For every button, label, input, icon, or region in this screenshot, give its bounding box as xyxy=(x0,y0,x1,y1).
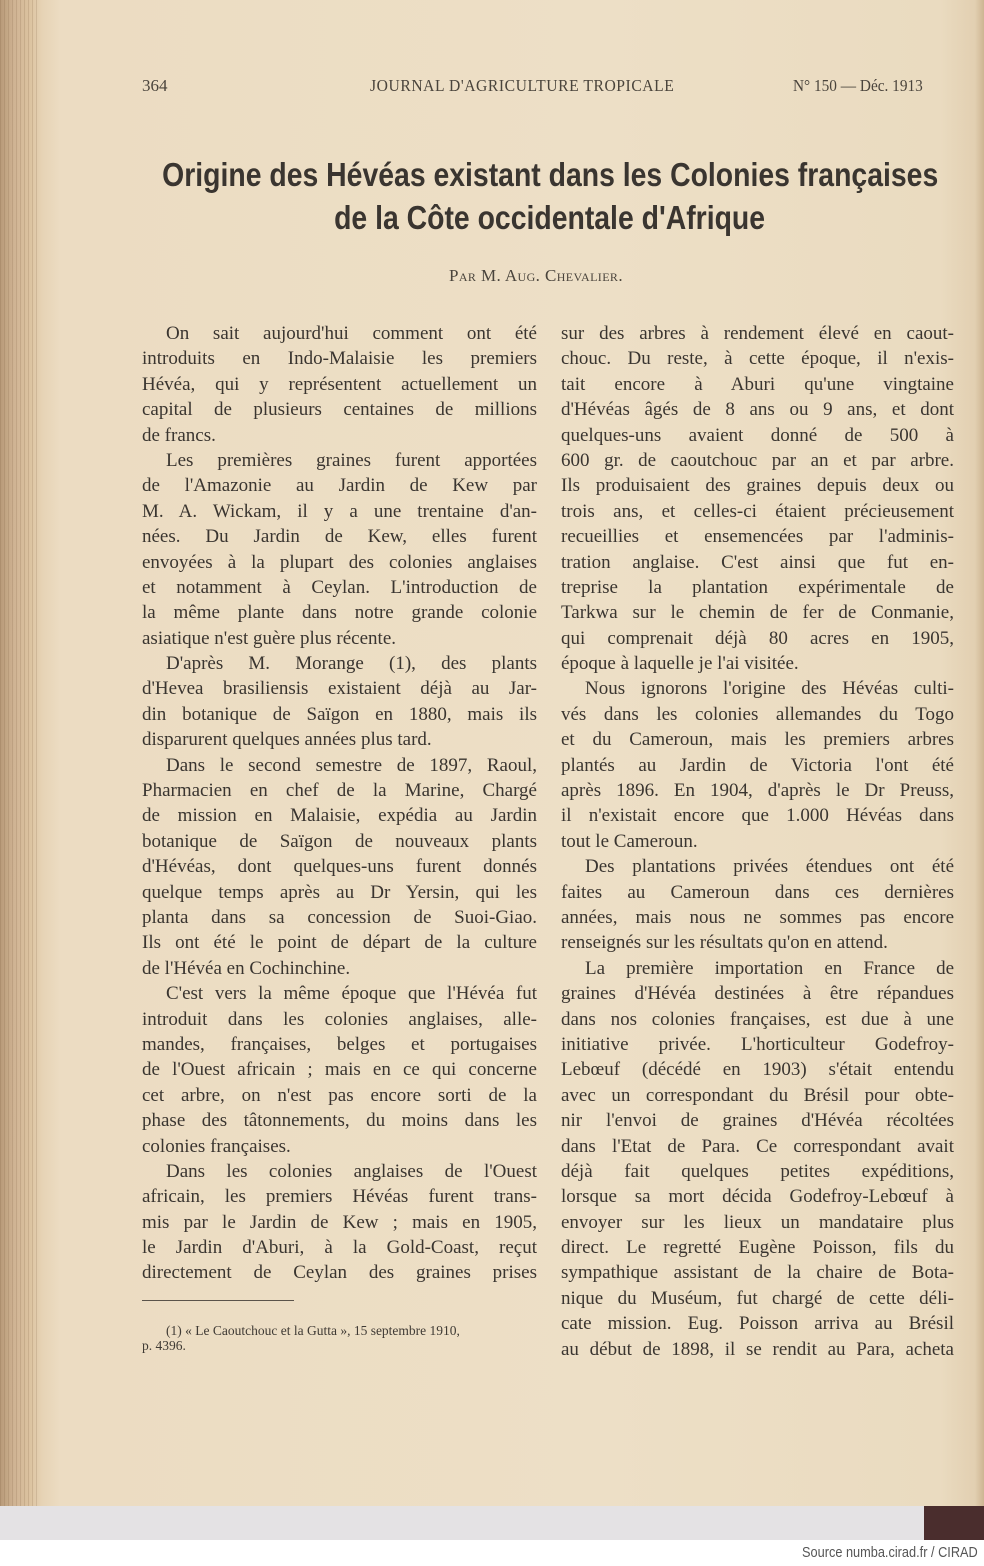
text-line: qui comprenait déjà 80 acres en 1905, xyxy=(561,627,954,649)
text-line: D'après M. Morange (1), des plants xyxy=(166,653,537,675)
text-line: la même plante dans notre grande colonie xyxy=(142,602,537,624)
text-line: recueillies et ensemencées par l'adminis- xyxy=(561,526,954,548)
text-line: d'Hévéas, dont quelques-uns furent donnés xyxy=(142,856,537,878)
text-line: din botanique de Saïgon en 1880, mais ils xyxy=(142,703,537,725)
text-line: C'est vers la même époque que l'Hévéa fut xyxy=(166,983,537,1005)
text-line: après 1896. En 1904, d'après le Dr Preuss, xyxy=(561,780,954,802)
text-line: direct. Le regretté Eugène Poisson, fils du xyxy=(561,1237,954,1259)
text-line: cet arbre, on n'est pas encore sorti de la xyxy=(142,1084,537,1106)
text-line: et notamment à Ceylan. L'introduction de xyxy=(142,576,537,598)
page-stack-edge xyxy=(0,0,40,1506)
footnote xyxy=(142,1323,537,1353)
text-line: d'Hévéas âgés de 8 ans ou 9 ans, et dont xyxy=(561,399,954,421)
book-binding xyxy=(924,1506,984,1540)
text-line: treprise la plantation expérimentale de xyxy=(561,576,954,598)
text-line: introduit dans les colonies anglaises, alle- xyxy=(142,1008,537,1030)
text-line: nir l'envoi de graines d'Hévéa récoltées xyxy=(561,1110,954,1132)
text-line: On sait aujourd'hui comment ont été xyxy=(166,323,537,344)
running-header-issue: N° 150 — Déc. 1913 xyxy=(793,76,923,95)
text-line: envoyées à la plupart des colonies anglaises xyxy=(142,551,537,573)
title-text: Origine des Hévéas existant dans les Colonies françaises xyxy=(161,156,939,193)
text-line: colonies françaises. xyxy=(142,1135,291,1157)
footnote-line: (1) « Le Caoutchouc et la Gutta », 15 septembre 1910, xyxy=(166,1323,460,1338)
text-line: sur des arbres à rendement élevé en caout- xyxy=(561,323,954,344)
text-line: africain, les premiers Hévéas furent trans- xyxy=(142,1186,537,1208)
text-line: botanique de Saïgon de nouveaux plants xyxy=(142,830,537,852)
text-line: 600 gr. de caoutchouc par an et par arbre. xyxy=(561,449,954,471)
text-line: vés dans les colonies allemandes du Togo xyxy=(561,703,954,725)
text-line: graines d'Hévéa destinées à être répandues xyxy=(561,983,954,1005)
paragraph xyxy=(142,753,537,982)
paragraph xyxy=(561,956,954,1362)
text-line: d'Hevea brasiliensis existaient déjà au Jar- xyxy=(142,678,537,700)
text-line: avec un correspondant du Brésil pour obte- xyxy=(561,1084,954,1106)
text-line: La première importation en France de xyxy=(585,957,954,979)
text-line: années, mais nous ne sommes pas encore xyxy=(561,906,954,928)
text-line: déjà fait quelques petites expéditions, xyxy=(561,1160,954,1182)
text-column-right xyxy=(561,321,954,1362)
text-line: plantés au Jardin de Victoria l'ont été xyxy=(561,754,954,776)
text-line: le Jardin d'Aburi, à la Gold-Coast, reçut xyxy=(142,1237,537,1259)
text-line: Les premières graines furent apportées xyxy=(166,449,537,471)
text-line: quelque temps après au Dr Yersin, qui les xyxy=(142,881,537,903)
text-line: de l'Ouest africain ; mais en ce qui concerne xyxy=(142,1059,537,1081)
text-line: dans l'Etat de Para. Ce correspondant avait xyxy=(561,1135,954,1157)
text-line: Nous ignorons l'origine des Hévéas culti- xyxy=(585,678,954,700)
text-line: faites au Cameroun dans ces dernières xyxy=(561,881,954,903)
text-line: introduits en Indo-Malaisie les premiers xyxy=(142,348,537,370)
text-line: M. A. Wickam, il y a une trentaine d'an- xyxy=(142,500,537,522)
text-line: directement de Ceylan des graines prises xyxy=(142,1262,537,1284)
text-line: Tarkwa sur le chemin de fer de Conmanie, xyxy=(561,602,954,624)
footnote-rule xyxy=(142,1300,294,1301)
paragraph xyxy=(142,1159,537,1286)
byline: Par M. Aug. Chevalier. xyxy=(449,266,623,285)
text-line: trois ans, et celles-ci étaient précieusement xyxy=(561,500,954,522)
paragraph xyxy=(561,321,954,676)
paragraph xyxy=(561,676,954,854)
text-line: planta dans sa concession de Suoi-Giao. xyxy=(142,906,537,928)
text-line: et du Cameroun, mais les premiers arbres xyxy=(561,729,954,751)
text-line: lorsque sa mort décida Godefroy-Lebœuf à xyxy=(561,1186,954,1208)
text-line: phase des tâtonnements, du moins dans les xyxy=(142,1110,537,1132)
scan-margin xyxy=(0,1506,924,1540)
text-column-left xyxy=(142,321,537,1286)
footnote-line: p. 4396. xyxy=(142,1338,186,1353)
paragraph xyxy=(142,321,537,448)
text-line: de francs. xyxy=(142,424,216,446)
text-line: dans nos colonies françaises, est due à une xyxy=(561,1008,954,1030)
paragraph xyxy=(561,854,954,956)
text-line: tout le Cameroun. xyxy=(561,830,698,852)
text-line: envoyer sur les lieux un mandataire plus xyxy=(561,1211,954,1233)
text-line: Dans les colonies anglaises de l'Ouest xyxy=(166,1160,537,1182)
page-number: 364 xyxy=(142,76,168,95)
source-credit: Source numba.cirad.fr / CIRAD xyxy=(802,1544,978,1561)
paragraph xyxy=(142,651,537,753)
text-line: Ils produisaient des graines depuis deux ou xyxy=(561,475,954,497)
text-line: nées. Du Jardin de Kew, elles furent xyxy=(142,526,537,548)
text-line: Lebœuf (décédé en 1903) s'était entendu xyxy=(561,1059,954,1081)
text-line: capital de plusieurs centaines de millions xyxy=(142,399,537,421)
article-title-line-2 xyxy=(58,199,984,237)
text-line: disparurent quelques années plus tard. xyxy=(142,729,432,751)
text-line: Ils ont été le point de départ de la culture xyxy=(142,932,537,954)
text-line: sympathique assistant de la chaire de Bota- xyxy=(561,1262,954,1284)
text-line: Hévéa, qui y représentent actuellement un xyxy=(142,373,537,395)
text-line: chouc. Du reste, à cette époque, il n'exis- xyxy=(561,348,954,370)
text-line: tration anglaise. C'est ainsi que fut en- xyxy=(561,551,954,573)
text-line: au début de 1898, il se rendit au Para, acheta xyxy=(561,1338,954,1360)
text-line: mis par le Jardin de Kew ; mais en 1905, xyxy=(142,1211,537,1233)
text-line: quelques-uns avaient donné de 500 à xyxy=(561,424,954,446)
paragraph xyxy=(142,981,537,1159)
text-line: Des plantations privées étendues ont été xyxy=(585,856,954,878)
text-line: époque à laquelle je l'ai visitée. xyxy=(561,653,799,675)
text-line: Pharmacien en chef de la Marine, Chargé xyxy=(142,780,537,802)
text-line: de l'Hévéa en Cochinchine. xyxy=(142,957,351,979)
title-text: de la Côte occidentale d'Afrique xyxy=(334,199,766,236)
text-line: Dans le second semestre de 1897, Raoul, xyxy=(166,754,537,776)
text-line: de l'Amazonie au Jardin de Kew par xyxy=(142,475,537,497)
running-header-journal: JOURNAL D'AGRICULTURE TROPICALE xyxy=(370,76,675,95)
text-line: de mission en Malaisie, expédia au Jardin xyxy=(142,805,537,827)
article-title-line-1 xyxy=(58,156,984,194)
text-line: initiative privée. L'horticulteur Godefroy- xyxy=(561,1033,954,1055)
text-line: cate mission. Eug. Poisson arriva au Brésil xyxy=(561,1313,954,1335)
paragraph xyxy=(142,448,537,651)
text-line: tait encore à Aburi qu'une vingtaine xyxy=(561,373,954,395)
text-line: nique du Muséum, fut chargé de cette déli- xyxy=(561,1287,954,1309)
text-line: il n'existait encore que 1.000 Hévéas dans xyxy=(561,805,954,827)
text-line: mandes, françaises, belges et portugaises xyxy=(142,1033,537,1055)
text-line: asiatique n'est guère plus récente. xyxy=(142,627,397,649)
text-line: renseignés sur les résultats qu'on en attend. xyxy=(561,932,888,954)
